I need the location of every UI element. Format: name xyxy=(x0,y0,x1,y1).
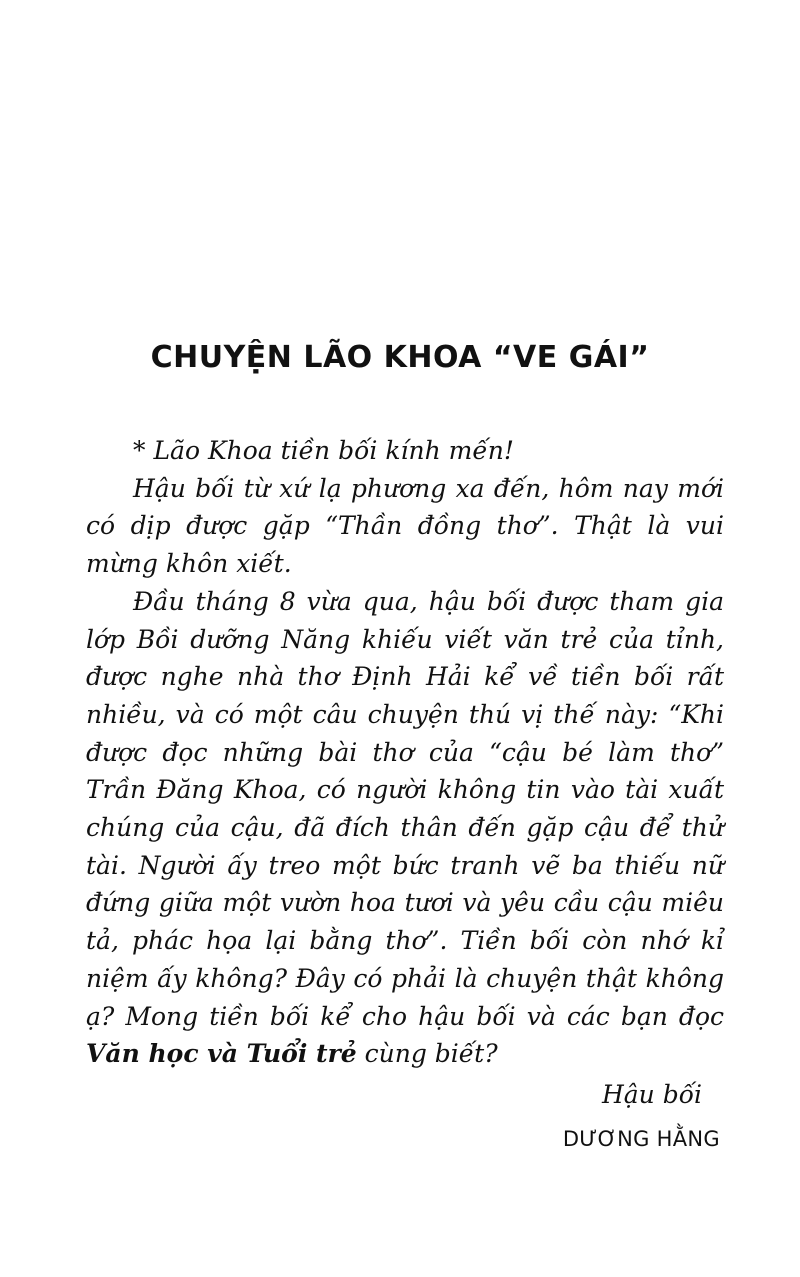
magazine-name: Văn học và Tuổi trẻ xyxy=(86,1039,357,1069)
signature-name: DƯƠNG HẰNG xyxy=(562,1127,720,1151)
signature-role: Hậu bối xyxy=(601,1080,702,1109)
article-title: CHUYỆN LÃO KHOA “VE GÁI” xyxy=(150,340,650,375)
paragraph-2 xyxy=(86,583,724,1073)
greeting-line: * Lão Khoa tiền bối kính mến! xyxy=(133,436,514,465)
letter-body xyxy=(86,432,724,1073)
paragraph-2-text: Đầu tháng 8 vừa qua, hậu bối được tham gia lớp Bồi dưỡng Năng khiếu viết văn trẻ của tỉnh, được nghe nhà thơ Định Hải kể về tiền bối rất nhiều, và có một câu chuyện thú vị thế này: “Khi được đọc những bài thơ của “cậu bé làm thơ” Trần Đăng Khoa, có người không tin vào tài xuất chúng của cậu, đã đích thân đến gặp cậu để thử tài. Người ấy treo một bức tranh vẽ ba thiếu nữ đứng giữa một vườn hoa tươi và yêu cầu cậu miêu tả, phác họa lại bằng thơ”. Tiền bối còn nhớ kỉ niệm ấy không? Đây có phải là chuyện thật không ạ? Mong tiền bối kể cho hậu bối và các bạn đọc xyxy=(86,586,724,1031)
paragraph-1: Hậu bối từ xứ lạ phương xa đến, hôm nay mới có dịp được gặp “Thần đồng thơ”. Thật là vui mừng khôn xiết. xyxy=(86,473,724,579)
paragraph-2-end: cùng biết? xyxy=(356,1039,498,1069)
